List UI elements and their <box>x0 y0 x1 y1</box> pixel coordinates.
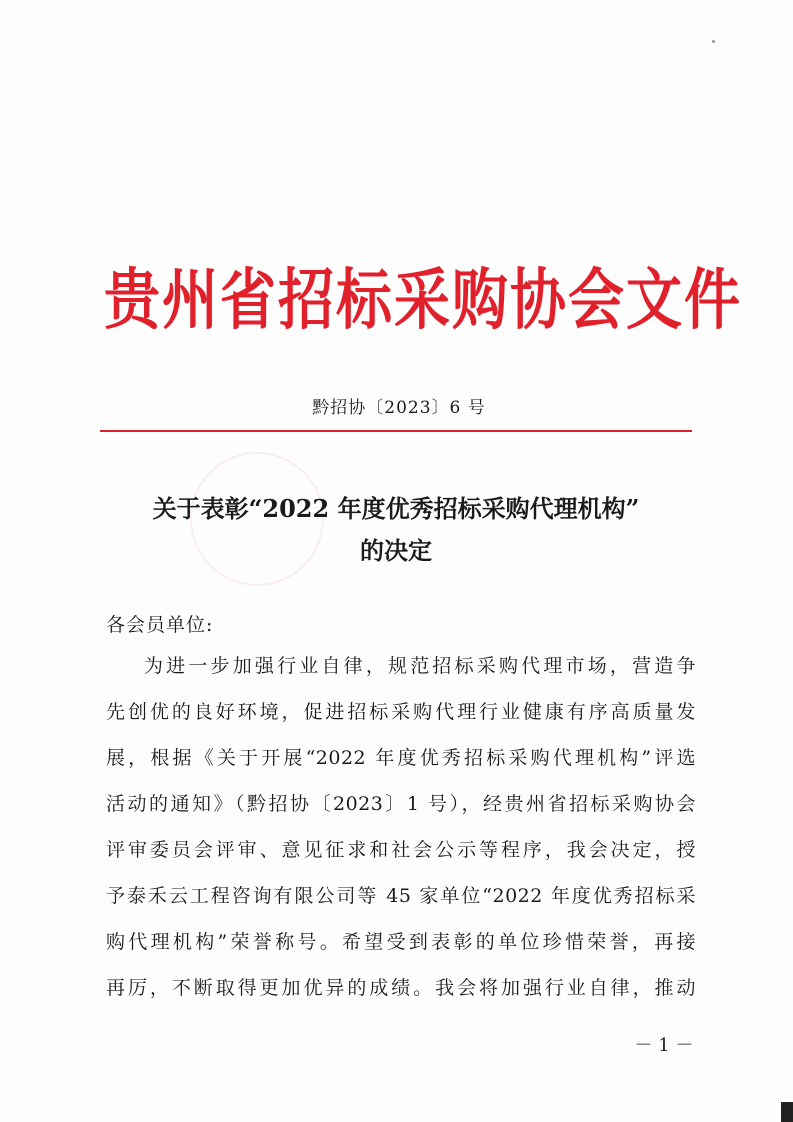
scan-edge-mark <box>781 1102 793 1122</box>
document-title-line-1: 关于表彰“2022 年度优秀招标采购代理机构” <box>152 494 640 523</box>
document-number: 黔招协〔2023〕6 号 <box>312 398 486 418</box>
body-line: 活动的通知》（黔招协〔2023〕1 号），经贵州省招标采购协会 <box>106 793 696 815</box>
salutation: 各会员单位: <box>106 614 214 636</box>
document-title <box>90 488 702 572</box>
body-line: 先创优的良好环境，促进招标采购代理行业健康有序高质量发 <box>106 701 696 723</box>
body-line: 再厉，不断取得更加优异的成绩。我会将加强行业自律，推动 <box>106 977 696 999</box>
red-divider-line <box>100 430 692 432</box>
scan-speck <box>712 40 715 43</box>
page-number: － 1 － <box>634 1035 694 1056</box>
body-line: 评审委员会评审、意见征求和社会公示等程序，我会决定，授 <box>106 839 696 861</box>
body-line: 购代理机构”荣誉称号。希望受到表彰的单位珍惜荣誉，再接 <box>106 931 696 953</box>
issuing-organization-header: 贵州省招标采购协会文件 <box>104 262 742 339</box>
document-title-line-2: 的决定 <box>360 536 432 565</box>
body-paragraph <box>106 650 696 1018</box>
body-line: 予泰禾云工程咨询有限公司等 45 家单位“2022 年度优秀招标采 <box>106 885 696 907</box>
body-line: 为进一步加强行业自律，规范招标采购代理市场，营造争 <box>144 655 696 677</box>
body-line: 展，根据《关于开展“2022 年度优秀招标采购代理机构”评选 <box>106 747 696 769</box>
